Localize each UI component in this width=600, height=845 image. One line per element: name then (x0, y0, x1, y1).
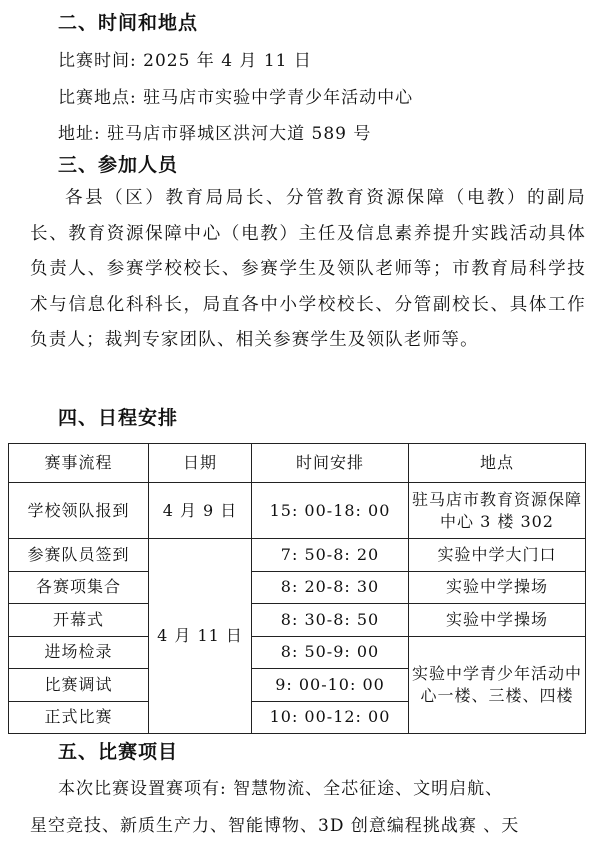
place-cell: 实验中学操场 (409, 571, 586, 604)
time-cell: 9: 00-10: 00 (252, 669, 409, 702)
competition-address: 地址: 驻马店市驿城区洪河大道 589 号 (58, 124, 372, 144)
events-line-2: 星空竞技、新质生产力、智能博物、3D 创意编程挑战赛 、天 (30, 816, 520, 836)
process-cell: 开幕式 (9, 604, 149, 637)
process-cell: 进场检录 (9, 636, 149, 669)
section-4-heading: 四、日程安排 (58, 407, 179, 429)
schedule-table (8, 443, 586, 734)
date-cell: 4 月 9 日 (149, 483, 252, 539)
table-row (9, 539, 586, 572)
place-cell: 实验中学操场 (409, 604, 586, 637)
table-header-row (9, 444, 586, 483)
place-cell: 实验中学青少年活动中心一楼、三楼、四楼 (409, 636, 586, 734)
competition-venue: 比赛地点: 驻马店市实验中学青少年活动中心 (58, 88, 414, 108)
time-cell: 8: 20-8: 30 (252, 571, 409, 604)
time-cell: 10: 00-12: 00 (252, 701, 409, 734)
time-cell: 8: 50-9: 00 (252, 636, 409, 669)
table-header-cell: 地点 (409, 444, 586, 483)
process-cell: 比赛调试 (9, 669, 149, 702)
place-cell: 驻马店市教育资源保障中心 3 楼 302 (409, 483, 586, 539)
section-2-heading: 二、时间和地点 (58, 12, 199, 34)
table-row (9, 604, 586, 637)
place-cell: 实验中学大门口 (409, 539, 586, 572)
process-cell: 正式比赛 (9, 701, 149, 734)
process-cell: 学校领队报到 (9, 483, 149, 539)
competition-time: 比赛时间: 2025 年 4 月 11 日 (58, 51, 312, 71)
table-row (9, 571, 586, 604)
table-header-cell: 赛事流程 (9, 444, 149, 483)
table-row (9, 636, 586, 669)
time-cell: 15: 00-18: 00 (252, 483, 409, 539)
date-cell: 4 月 11 日 (149, 539, 252, 734)
table-header-cell: 日期 (149, 444, 252, 483)
participants-paragraph: 各县（区）教育局局长、分管教育资源保障（电教）的副局长、教育资源保障中心（电教）主任及信息素养提升实践活动具体负责人、参赛学校校长、参赛学生及领队老师等；市教育局科学技术与信息化科科长，局直各中小学校校长、分管副校长、具体工作负责人；裁判专家团队、相关参赛学生及领队老师等。 (30, 188, 586, 350)
section-3-heading: 三、参加人员 (58, 154, 179, 176)
time-cell: 8: 30-8: 50 (252, 604, 409, 637)
table-row (9, 483, 586, 539)
time-cell: 7: 50-8: 20 (252, 539, 409, 572)
process-cell: 各赛项集合 (9, 571, 149, 604)
section-5-heading: 五、比赛项目 (58, 741, 179, 763)
process-cell: 参赛队员签到 (9, 539, 149, 572)
table-header-cell: 时间安排 (252, 444, 409, 483)
events-line-1: 本次比赛设置赛项有: 智慧物流、全芯征途、文明启航、 (58, 779, 504, 799)
